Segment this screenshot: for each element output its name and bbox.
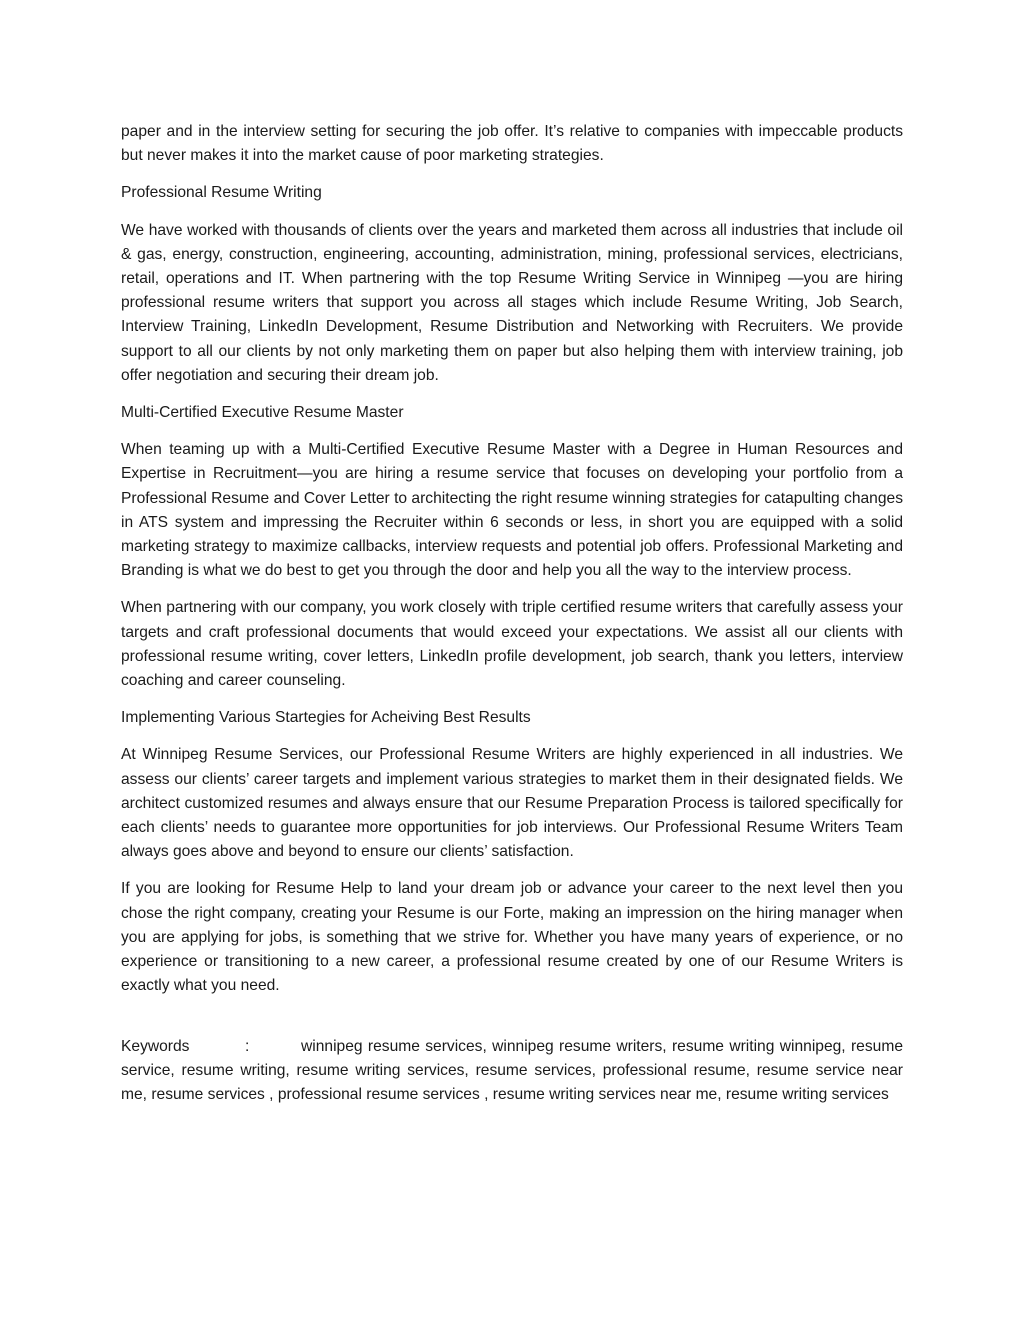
section-heading-multi-certified: Multi-Certified Executive Resume Master — [121, 404, 404, 422]
section-heading-professional-resume-writing: Professional Resume Writing — [121, 184, 322, 202]
paragraph-multi-certified: When teaming up with a Multi-Certified Executive Resume Master with a Degree in Human Resources and Expertise in Recruitment—you are hiring a resume service that focuses on developing your portfolio from a Professional Resume and Cover Letter to architecting the right resume winning strategies for catapulting changes in ATS system and impressing the Recruiter within 6 seconds or less, in short you are equipped with a solid marketing strategy to maximize callbacks, interview requests and potential job offers. Professional Marketing and Branding is what we do best to get you through the door and help you all the way to the interview process. — [121, 441, 903, 580]
keywords-block — [121, 1035, 903, 1108]
keywords-colon: : — [245, 1037, 250, 1055]
keywords-label: Keywords — [121, 1037, 190, 1055]
paragraph-winnipeg-resume-services: At Winnipeg Resume Services, our Professional Resume Writers are highly experienced in all industries. We assess our clients’ career targets and implement various strategies to market them in their designated fields. We architect customized resumes and always ensure that our Resume Preparation Process is tailored specifically for each clients’ needs to guarantee more opportunities for job interviews. Our Professional Resume Writers Team always goes above and beyond to ensure our clients’ satisfaction. — [121, 746, 903, 861]
section-heading-strategies: Implementing Various Startegies for Acheiving Best Results — [121, 709, 531, 727]
document-page — [121, 120, 903, 1107]
paragraph-resume-help: If you are looking for Resume Help to land your dream job or advance your career to the next level then you chose the right company, creating your Resume is our Forte, making an impression on the hiring manager when you are applying for jobs, is something that we strive for. Whether you have many years of experience, or no experience or transitioning to a new career, a professional resume created by one of our Resume Writers is exactly what you need. — [121, 880, 903, 995]
intro-paragraph: paper and in the interview setting for securing the job offer. It’s relative to companies with impeccable products but never makes it into the market cause of poor marketing strategies. — [121, 123, 903, 165]
paragraph-professional-resume-writing: We have worked with thousands of clients over the years and marketed them across all industries that include oil & gas, energy, construction, engineering, accounting, administration, mining, professional services, electricians, retail, operations and IT. When partnering with the top Resume Writing Service in Winnipeg —you are hiring professional resume writers that support you across all stages which include Resume Writing, Job Search, Interview Training, LinkedIn Development, Resume Distribution and Networking with Recruiters. We provide support to all our clients by not only marketing them on paper but also helping them with interview training, job offer negotiation and securing their dream job. — [121, 221, 903, 384]
keywords-text: winnipeg resume services, winnipeg resume writers, resume writing winnipeg, resume service, resume writing, resume writing services, resume services, professional resume, resume service near me, resume services , professional resume services , resume writing services near me, resume writing services — [121, 1037, 903, 1103]
paragraph-partnering: When partnering with our company, you work closely with triple certified resume writers that carefully assess your targets and craft professional documents that would exceed your expectations. We assist all our clients with professional resume writing, cover letters, LinkedIn profile development, job search, thank you letters, interview coaching and career counseling. — [121, 599, 903, 690]
